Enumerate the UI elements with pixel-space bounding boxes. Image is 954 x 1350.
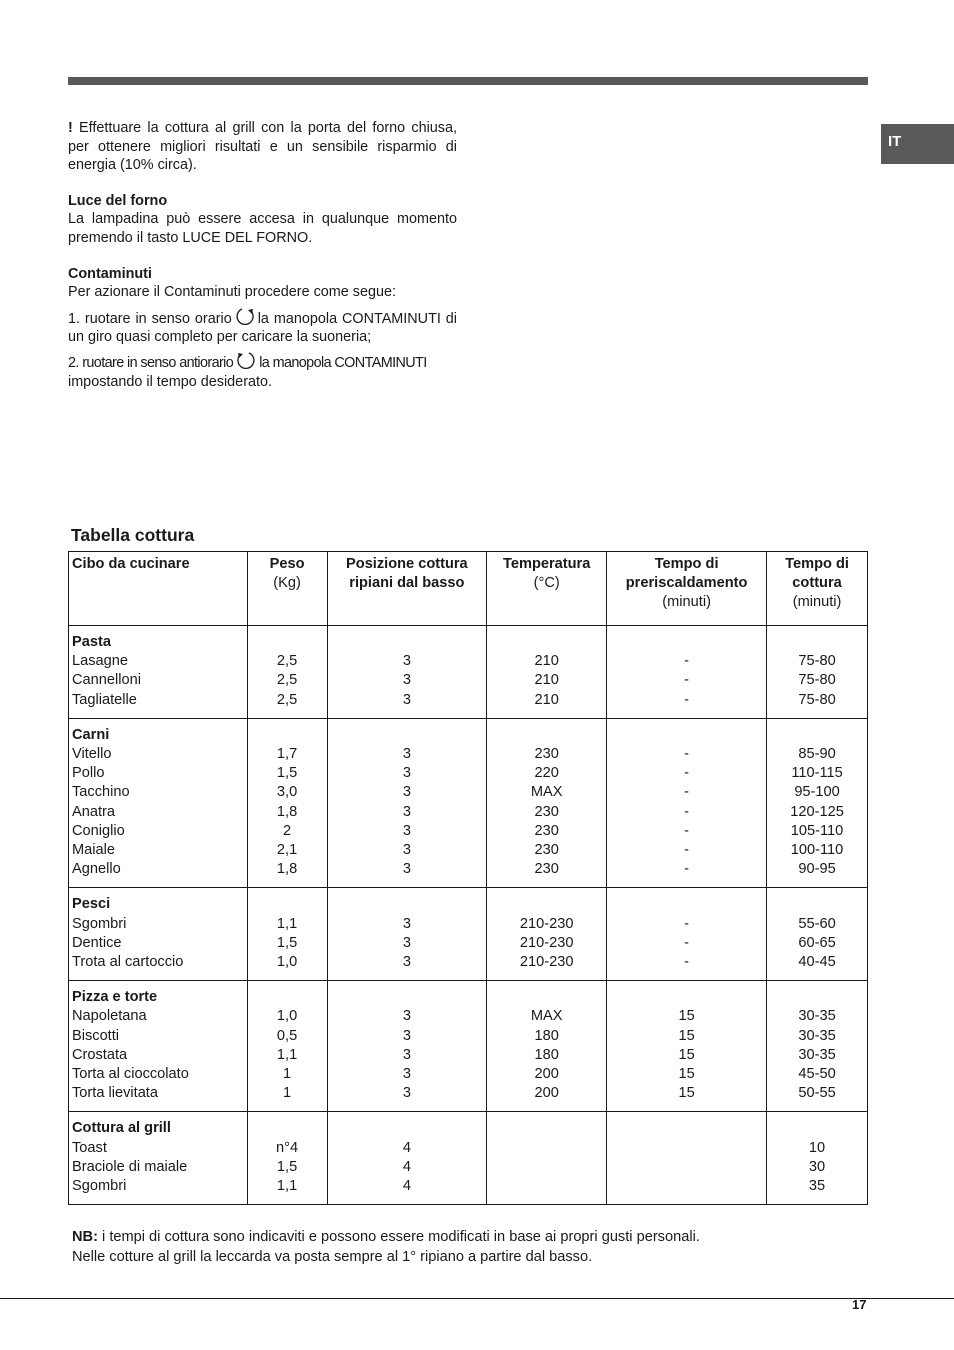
cell-value: Sgombri bbox=[72, 915, 127, 932]
cell-value bbox=[487, 1158, 606, 1177]
cell-value: 4 bbox=[402, 1158, 411, 1175]
cell-value: 3 bbox=[402, 1008, 411, 1025]
cell-value: 180 bbox=[534, 1027, 559, 1044]
cell-value: 210-230 bbox=[519, 934, 574, 951]
cell-value: 1,1 bbox=[276, 1178, 298, 1195]
cell-temp bbox=[487, 981, 607, 1112]
cell-weight bbox=[247, 718, 327, 888]
page-number: 17 bbox=[852, 1297, 867, 1312]
cell-value: - bbox=[684, 861, 690, 878]
category-label: Carni bbox=[72, 726, 110, 743]
cell-value: 30-35 bbox=[798, 1046, 836, 1063]
cell-value: 3 bbox=[402, 803, 411, 820]
step-2-continued: impostando il tempo desiderato. bbox=[68, 373, 272, 390]
cell-pre bbox=[607, 1112, 767, 1205]
cell-value: - bbox=[684, 765, 690, 782]
cell-value: 220 bbox=[534, 765, 559, 782]
cell-value: 1,0 bbox=[276, 1008, 298, 1025]
cell-value: 230 bbox=[534, 822, 559, 839]
cell-value: 1,1 bbox=[276, 1046, 298, 1063]
cell-value: 3,0 bbox=[276, 784, 298, 801]
cell-value: 10 bbox=[808, 1139, 826, 1156]
table-title: Tabella cottura bbox=[71, 525, 195, 545]
cell-value: 1,1 bbox=[276, 915, 298, 932]
note-line-1: i tempi di cottura sono indicaviti e possono essere modificati in base ai propri gusti personali. bbox=[102, 1229, 700, 1245]
cell-value: 1 bbox=[283, 1066, 292, 1083]
category-label: Pasta bbox=[72, 634, 111, 650]
cell-time bbox=[767, 888, 868, 981]
table-row bbox=[69, 1112, 868, 1205]
cell-value: Toast bbox=[72, 1139, 107, 1156]
footnote bbox=[72, 1228, 700, 1267]
cell-value: 3 bbox=[402, 822, 411, 839]
cell-value: Trota al cartoccio bbox=[72, 954, 184, 971]
table-row bbox=[69, 888, 868, 981]
note-line-2: Nelle cotture al grill la leccarda va posta sempre al 1° ripiano a partire dal basso. bbox=[72, 1248, 593, 1265]
cell-value: - bbox=[684, 954, 690, 971]
cell-value bbox=[607, 1139, 766, 1158]
cell-value: Tacchino bbox=[72, 784, 130, 801]
cell-pre bbox=[607, 981, 767, 1112]
cell-value: Dentice bbox=[72, 934, 122, 951]
cell-value: Braciole di maiale bbox=[72, 1158, 188, 1175]
cell-value: - bbox=[684, 915, 690, 932]
cell-value: 230 bbox=[534, 861, 559, 878]
cell-value: 55-60 bbox=[798, 915, 836, 932]
cell-value bbox=[607, 1177, 766, 1196]
cell-value: 210 bbox=[534, 691, 559, 708]
cell-value: - bbox=[684, 784, 690, 801]
cell-pre bbox=[607, 718, 767, 888]
cell-food bbox=[69, 981, 248, 1112]
cell-value: Cannelloni bbox=[72, 672, 141, 689]
cell-value: 75-80 bbox=[798, 672, 836, 689]
cell-value: Vitello bbox=[72, 746, 112, 763]
counterclockwise-arrow-icon bbox=[234, 350, 258, 371]
cell-value: 2,5 bbox=[276, 672, 298, 689]
cell-value: 2,1 bbox=[276, 842, 298, 859]
header-position: Posizione cottura ripiani dal basso bbox=[327, 552, 487, 626]
cell-value: 4 bbox=[402, 1178, 411, 1195]
cell-value: 2 bbox=[283, 822, 292, 839]
cell-food bbox=[69, 626, 248, 719]
cell-value: 3 bbox=[402, 842, 411, 859]
cell-value: 1,8 bbox=[276, 861, 298, 878]
cell-value: Napoletana bbox=[72, 1008, 147, 1025]
cell-value: 0,5 bbox=[276, 1027, 298, 1044]
cell-value: 85-90 bbox=[798, 746, 836, 762]
cell-weight bbox=[247, 1112, 327, 1205]
cell-value: - bbox=[684, 842, 690, 859]
note-label: NB: bbox=[72, 1229, 98, 1245]
cell-value: 3 bbox=[402, 691, 411, 708]
cell-value: - bbox=[684, 653, 690, 670]
cell-pos bbox=[327, 1112, 487, 1205]
cell-pre bbox=[607, 888, 767, 981]
cell-food bbox=[69, 718, 248, 888]
cell-value: 2,5 bbox=[276, 691, 298, 708]
cell-value: 15 bbox=[678, 1008, 695, 1025]
cell-value: 1 bbox=[283, 1085, 292, 1102]
cell-value: 3 bbox=[402, 1027, 411, 1044]
category-label: Cottura al grill bbox=[72, 1120, 171, 1137]
cell-value: 3 bbox=[402, 1085, 411, 1102]
cell-value: 1,7 bbox=[276, 746, 298, 762]
footer-rule bbox=[0, 1298, 954, 1299]
header-weight: Peso (Kg) bbox=[247, 552, 327, 626]
step-2: 2. ruotare in senso antiorario la manopola CONTAMINUTI bbox=[68, 350, 457, 373]
cell-value: 4 bbox=[402, 1139, 411, 1156]
cell-time bbox=[767, 1112, 868, 1205]
cell-value: Coniglio bbox=[72, 822, 125, 839]
cell-value: 1,5 bbox=[276, 934, 298, 951]
cell-value: Tagliatelle bbox=[72, 691, 137, 708]
cell-value: 30-35 bbox=[798, 1027, 836, 1044]
cell-value: 3 bbox=[402, 765, 411, 782]
cell-food bbox=[69, 888, 248, 981]
cell-value: 3 bbox=[402, 1046, 411, 1063]
cell-value: 2,5 bbox=[276, 653, 298, 670]
cell-pos bbox=[327, 888, 487, 981]
cell-value: 95-100 bbox=[794, 784, 840, 801]
cell-temp bbox=[487, 888, 607, 981]
cell-value: - bbox=[684, 803, 690, 820]
cell-value: 15 bbox=[678, 1066, 695, 1083]
luce-text: La lampadina può essere accesa in qualunque momento premendo il tasto LUCE DEL FORNO. bbox=[68, 211, 457, 246]
cell-temp bbox=[487, 1112, 607, 1205]
cell-value: Torta al cioccolato bbox=[72, 1066, 189, 1083]
cell-value: 15 bbox=[678, 1085, 695, 1102]
cell-value: - bbox=[684, 672, 690, 689]
cell-value: 75-80 bbox=[798, 691, 836, 708]
cell-value: - bbox=[684, 746, 690, 762]
cell-value: 30-35 bbox=[798, 1008, 836, 1025]
cell-value: - bbox=[684, 822, 690, 839]
cell-time bbox=[767, 718, 868, 888]
section-heading-luce: Luce del forno bbox=[68, 192, 168, 209]
header-temperature: Temperatura (°C) bbox=[487, 552, 607, 626]
cell-value: 100-110 bbox=[790, 842, 844, 859]
section-heading-contaminuti: Contaminuti bbox=[68, 265, 152, 282]
cell-value: 3 bbox=[402, 915, 411, 932]
cell-value: 75-80 bbox=[798, 653, 836, 670]
cell-value: 210-230 bbox=[519, 915, 574, 932]
cell-value: Agnello bbox=[72, 861, 121, 878]
warning-mark: ! bbox=[68, 120, 73, 136]
cell-value: 3 bbox=[402, 653, 411, 670]
cell-value: 15 bbox=[678, 1046, 695, 1063]
cell-value: 3 bbox=[402, 954, 411, 971]
cell-value: Pollo bbox=[72, 765, 105, 782]
table-header-row bbox=[69, 552, 868, 626]
cell-time bbox=[767, 981, 868, 1112]
cell-value: 210 bbox=[534, 653, 559, 670]
cell-food bbox=[69, 1112, 248, 1205]
cell-value: Torta lievitata bbox=[72, 1085, 158, 1102]
cell-pos bbox=[327, 626, 487, 719]
cell-value: 3 bbox=[402, 672, 411, 689]
cell-value: 110-115 bbox=[791, 765, 843, 782]
header-time: Tempo di cottura (minuti) bbox=[767, 552, 868, 626]
text-column bbox=[68, 119, 457, 391]
cell-value: 45-50 bbox=[798, 1066, 836, 1083]
intro-paragraph bbox=[68, 119, 457, 175]
cell-weight bbox=[247, 626, 327, 719]
cell-value: 3 bbox=[402, 934, 411, 951]
clockwise-arrow-icon bbox=[233, 306, 257, 327]
step-1: 1. ruotare in senso orario la manopola CONTAMINUTI di un giro quasi completo per caricare la suoneria; bbox=[68, 306, 457, 347]
cell-value: Sgombri bbox=[72, 1178, 127, 1195]
cell-weight bbox=[247, 888, 327, 981]
cell-value: 105-110 bbox=[790, 822, 844, 839]
cell-value: 1,0 bbox=[276, 954, 298, 971]
cell-value: 180 bbox=[534, 1046, 559, 1063]
header-preheat: Tempo di preriscaldamento (minuti) bbox=[607, 552, 767, 626]
table-row bbox=[69, 626, 868, 719]
cell-value: 3 bbox=[402, 861, 411, 878]
cell-value: Anatra bbox=[72, 803, 115, 820]
cell-value: Crostata bbox=[72, 1046, 128, 1063]
cell-time bbox=[767, 626, 868, 719]
cell-temp bbox=[487, 718, 607, 888]
cell-weight bbox=[247, 981, 327, 1112]
cell-value: 50-55 bbox=[798, 1085, 836, 1102]
cell-value: 3 bbox=[402, 1066, 411, 1083]
cell-value: MAX bbox=[530, 1008, 563, 1025]
cell-value: 1,5 bbox=[276, 1158, 298, 1175]
category-label: Pizza e torte bbox=[72, 989, 158, 1006]
cell-value: MAX bbox=[530, 784, 563, 801]
cooking-table bbox=[68, 551, 868, 1205]
cell-value bbox=[607, 1158, 766, 1177]
cell-pos bbox=[327, 981, 487, 1112]
cell-value: n°4 bbox=[276, 1139, 299, 1156]
cell-value: 200 bbox=[534, 1066, 559, 1083]
cell-value: 60-65 bbox=[798, 934, 836, 951]
cell-value: 35 bbox=[808, 1178, 826, 1195]
intro-text: Effettuare la cottura al grill con la porta del forno chiusa, per ottenere migliori risultati e un sensibile risparmio di energia (10% circa). bbox=[68, 120, 457, 174]
cell-value: 40-45 bbox=[798, 954, 836, 971]
language-tab: IT bbox=[881, 124, 954, 164]
cell-value: - bbox=[684, 691, 690, 708]
cell-value: 3 bbox=[402, 784, 411, 801]
cell-value: - bbox=[684, 934, 690, 951]
cell-value: Maiale bbox=[72, 842, 115, 859]
cell-value: 230 bbox=[534, 746, 559, 762]
cell-value: 1,5 bbox=[276, 765, 298, 782]
cell-pre bbox=[607, 626, 767, 719]
cell-value: 120-125 bbox=[790, 803, 844, 820]
header-food: Cibo da cucinare bbox=[69, 552, 248, 626]
cell-value: 90-95 bbox=[798, 861, 836, 878]
cell-value: 3 bbox=[402, 746, 411, 762]
cell-value bbox=[487, 1139, 606, 1158]
table-row bbox=[69, 718, 868, 888]
cell-value: 200 bbox=[534, 1085, 559, 1102]
cell-value: 210-230 bbox=[519, 954, 574, 971]
contaminuti-text: Per azionare il Contaminuti procedere come segue: bbox=[68, 284, 396, 301]
cell-value: Biscotti bbox=[72, 1027, 120, 1044]
cell-value: 210 bbox=[534, 672, 559, 689]
category-label: Pesci bbox=[72, 896, 111, 913]
table-row bbox=[69, 981, 868, 1112]
cell-pos bbox=[327, 718, 487, 888]
cell-value: 15 bbox=[678, 1027, 695, 1044]
cell-value: 30 bbox=[808, 1158, 826, 1175]
cell-value: 230 bbox=[534, 842, 559, 859]
cell-temp bbox=[487, 626, 607, 719]
cell-value: 230 bbox=[534, 803, 559, 820]
cell-value: Lasagne bbox=[72, 653, 128, 670]
cell-value: 1,8 bbox=[276, 803, 298, 820]
header-rule bbox=[68, 77, 868, 85]
cell-value bbox=[487, 1177, 606, 1196]
